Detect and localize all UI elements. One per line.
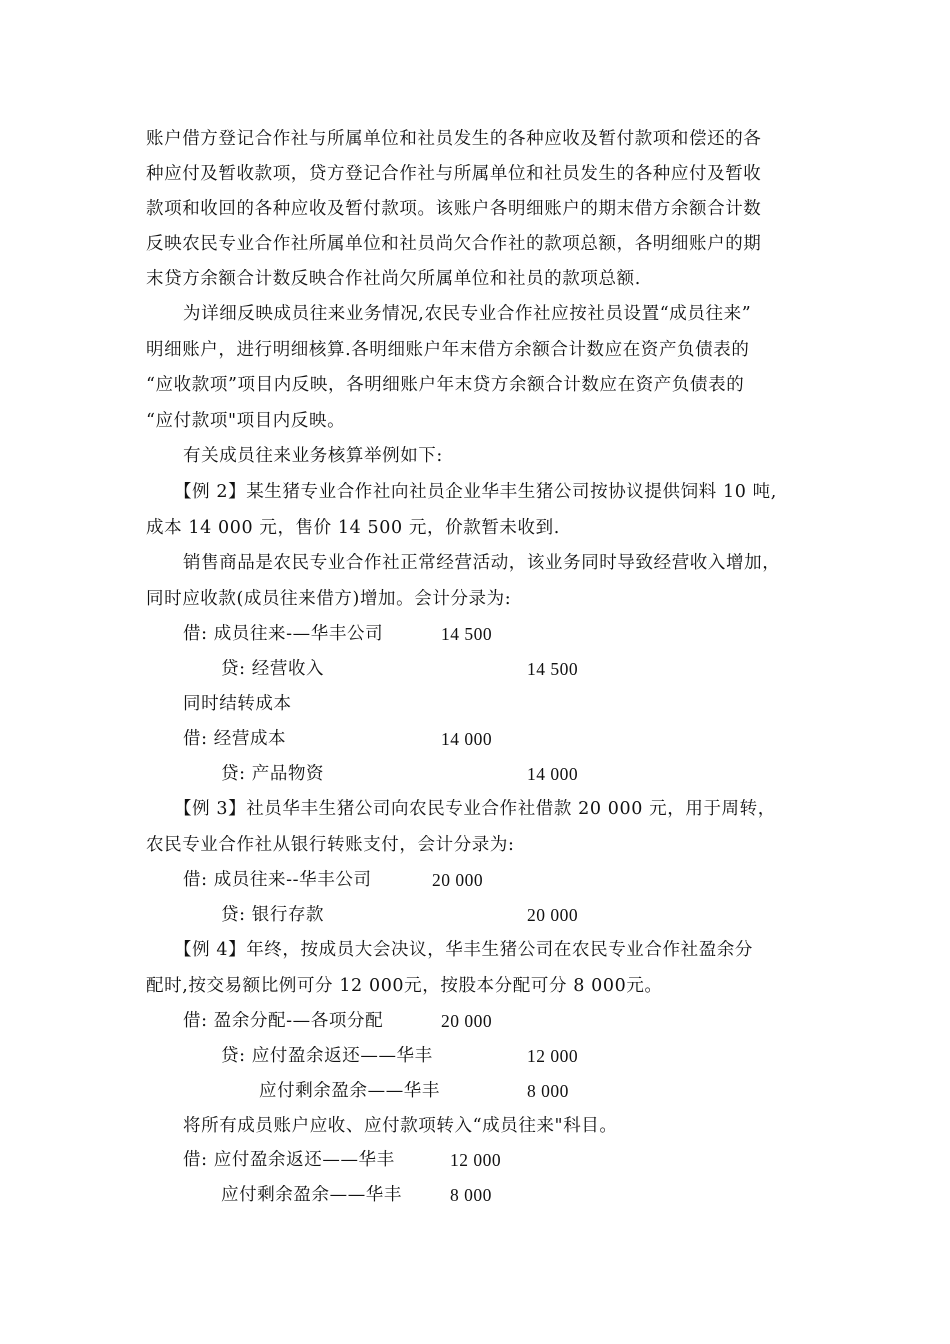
example4-transfer-debit2: 应付剩余盈余——华丰 — [221, 1185, 402, 1205]
paragraph2-line2: 明细账户，进行明细核算.各明细账户年末借方余额合计数应在资产负债表的 — [146, 340, 750, 360]
example2-entry1-debit-amount: 14 500 — [441, 624, 493, 644]
example4-entry-credit1-amount: 12 000 — [527, 1046, 579, 1066]
paragraph1-line1: 账户借方登记合作社与所属单位和社员发生的各种应收及暂付款项和偿还的各 — [146, 129, 762, 149]
paragraph2-line3: “应收款项”项目内反映，各明细账户年末贷方余额合计数应在资产负债表的 — [146, 375, 745, 395]
example2-line1: 【例 2】某生猪专业合作社向社员企业华丰生猪公司按协议提供饲料 10 吨, — [174, 482, 777, 502]
example4-transfer-debit1: 借: 应付盈余返还——华丰 — [183, 1150, 395, 1170]
example3-entry-credit: 贷: 银行存款 — [221, 905, 325, 925]
example4-transfer-debit2-amount: 8 000 — [450, 1185, 492, 1205]
example4-transfer-debit1-amount: 12 000 — [450, 1150, 502, 1170]
example3-line1: 【例 3】社员华丰生猪公司向农民专业合作社借款 20 000 元，用于周转， — [174, 799, 776, 819]
example3-line2: 农民专业合作社从银行转账支付，会计分录为: — [146, 835, 515, 855]
paragraph2-line4: “应付款项"项目内反映。 — [146, 411, 346, 431]
example3-entry-debit: 借: 成员往来--华丰公司 — [183, 870, 372, 890]
example4-line1: 【例 4】年终，按成员大会决议，华丰生猪公司在农民专业合作社盈余分 — [174, 940, 753, 960]
example2-entry2-debit-amount: 14 000 — [441, 729, 493, 749]
example2-also: 同时结转成本 — [183, 694, 292, 714]
example4-entry-debit-amount: 20 000 — [441, 1011, 493, 1031]
example3-entry-credit-amount: 20 000 — [527, 905, 579, 925]
paragraph1-line3: 款项和收回的各种应收及暂付款项。该账户各明细账户的期末借方余额合计数 — [146, 199, 762, 219]
example2-entry1-debit: 借: 成员往来-—华丰公司 — [183, 624, 384, 644]
example2-entry1-credit-amount: 14 500 — [527, 659, 579, 679]
example4-line2: 配时,按交易额比例可分 12 000元，按股本分配可分 8 000元。 — [146, 976, 663, 996]
paragraph1-line5: 末贷方余额合计数反映合作社尚欠所属单位和社员的款项总额. — [146, 269, 641, 289]
example2-entry2-credit: 贷: 产品物资 — [221, 764, 325, 784]
paragraph1-line4: 反映农民专业合作社所属单位和社员尚欠合作社的款项总额，各明细账户的期 — [146, 234, 762, 254]
example2-explain2: 同时应收款(成员往来借方)增加。会计分录为: — [146, 589, 512, 609]
example2-entry1-credit: 贷: 经营收入 — [221, 659, 325, 679]
examples-intro: 有关成员往来业务核算举例如下: — [183, 446, 443, 466]
example4-entry-credit2: 应付剩余盈余——华丰 — [259, 1081, 440, 1101]
example4-transfer: 将所有成员账户应收、应付款项转入“成员往来"科目。 — [183, 1116, 618, 1136]
paragraph2-line1: 为详细反映成员往来业务情况,农民专业合作社应按社员设置“成员往来” — [183, 304, 752, 324]
example4-entry-credit2-amount: 8 000 — [527, 1081, 569, 1101]
example2-entry2-debit: 借: 经营成本 — [183, 729, 287, 749]
example2-explain1: 销售商品是农民专业合作社正常经营活动，该业务同时导致经营收入增加， — [183, 553, 781, 573]
example2-line2: 成本 14 000 元，售价 14 500 元，价款暂未收到. — [146, 518, 560, 538]
paragraph1-line2: 种应付及暂收款项，贷方登记合作社与所属单位和社员发生的各种应付及暂收 — [146, 164, 762, 184]
example4-entry-debit: 借: 盈余分配-—各项分配 — [183, 1011, 384, 1031]
example2-entry2-credit-amount: 14 000 — [527, 764, 579, 784]
example4-entry-credit1: 贷: 应付盈余返还——华丰 — [221, 1046, 433, 1066]
example3-entry-debit-amount: 20 000 — [432, 870, 484, 890]
